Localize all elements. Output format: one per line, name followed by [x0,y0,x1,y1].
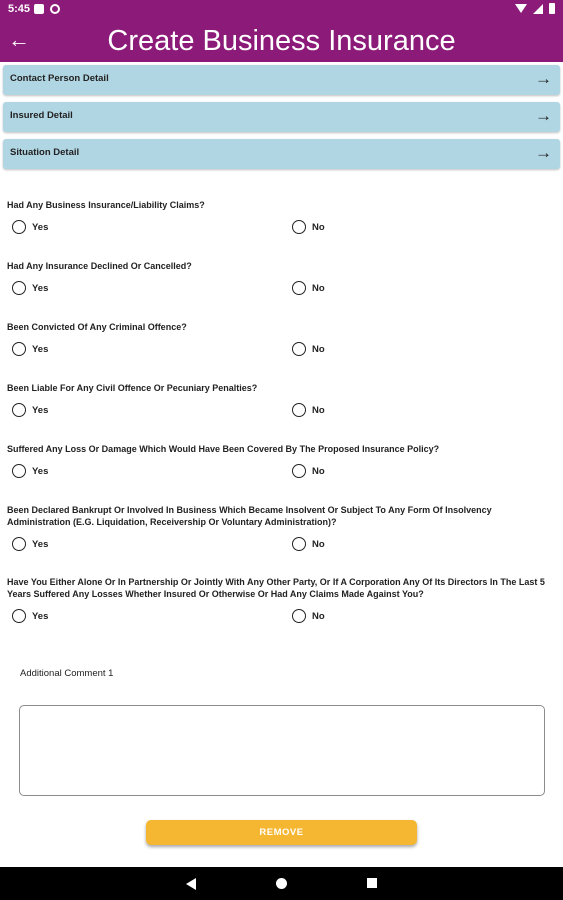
radio-no[interactable] [292,537,325,551]
wifi-icon [515,4,527,13]
radio-label: No [312,282,325,294]
question-text: Been Declared Bankrupt Or Involved In Business Which Became Insolvent Or Subject To Any Form Of Insolvency Administration (E.G. Liquidation, Receivership Or Voluntary Administration)? [7,505,492,527]
radio-yes[interactable] [12,220,48,234]
radio-group [12,220,557,236]
battery-icon [549,3,555,14]
radio-yes[interactable] [12,464,48,478]
radio-no[interactable] [292,220,325,234]
question-criminal-offence [7,321,557,333]
radio-label: No [312,343,325,355]
section-insured-detail[interactable] [3,102,560,132]
arrow-right-icon: → [535,106,552,125]
radio-circle-icon [12,609,26,623]
section-label: Contact Person Detail [10,73,109,84]
arrow-right-icon: → [535,69,552,88]
radio-circle-icon [12,342,26,356]
question-text: Been Convicted Of Any Criminal Offence? [7,322,187,332]
radio-label: Yes [32,610,49,622]
app-bar [0,20,563,62]
radio-yes[interactable] [12,537,48,551]
sync-icon [50,4,60,14]
radio-yes[interactable] [12,609,48,623]
nav-recents-icon[interactable] [367,878,377,888]
section-contact-person-detail[interactable] [3,65,560,95]
radio-circle-icon [292,342,306,356]
question-bankrupt [7,504,557,528]
section-label: Situation Detail [10,147,80,158]
comment-textarea[interactable] [19,705,545,796]
nav-back-icon[interactable] [186,878,196,890]
page-title: Create Business Insurance [107,25,456,57]
radio-circle-icon [12,537,26,551]
question-text: Suffered Any Loss Or Damage Which Would Have Been Covered By The Proposed Insurance Policy? [7,444,440,454]
radio-label: No [312,538,325,550]
radio-label: No [312,610,325,622]
section-label: Insured Detail [10,110,73,121]
radio-group [12,464,557,480]
radio-yes[interactable] [12,342,48,356]
radio-circle-icon [292,537,306,551]
radio-label: Yes [32,343,49,355]
radio-label: Yes [32,221,49,233]
radio-group [12,609,557,625]
status-time: 5:45 [8,3,31,15]
radio-no[interactable] [292,609,325,623]
nav-home-icon[interactable] [276,878,287,889]
question-text: Had Any Insurance Declined Or Cancelled? [7,261,192,271]
signal-icon [533,4,543,14]
question-text: Had Any Business Insurance/Liability Claims? [7,200,205,210]
radio-label: No [312,221,325,233]
radio-circle-icon [12,464,26,478]
question-business-claims [7,199,557,211]
radio-group [12,342,557,358]
comment-label: Additional Comment 1 [20,668,114,679]
notification-icon [34,4,44,14]
radio-circle-icon [12,220,26,234]
radio-group [12,403,557,419]
remove-button[interactable]: REMOVE [146,820,417,845]
radio-circle-icon [12,403,26,417]
arrow-right-icon: → [535,143,552,162]
radio-circle-icon [292,403,306,417]
radio-label: No [312,465,325,477]
question-text: Have You Either Alone Or In Partnership Or Jointly With Any Other Party, Or If A Corporation Any Of Its Directors In The Last 5 Years Suffered Any Losses Whether Insured Or Otherwise Or Had Any Claims Made Against You? [7,577,545,599]
radio-no[interactable] [292,342,325,356]
radio-circle-icon [292,464,306,478]
radio-group [12,537,557,553]
radio-no[interactable] [292,464,325,478]
radio-no[interactable] [292,281,325,295]
radio-yes[interactable] [12,403,48,417]
radio-label: Yes [32,404,49,416]
status-bar [0,0,563,20]
radio-circle-icon [292,220,306,234]
radio-circle-icon [292,281,306,295]
question-loss-damage [7,443,557,455]
system-nav-bar [0,867,563,900]
section-situation-detail[interactable] [3,139,560,169]
radio-circle-icon [292,609,306,623]
radio-no[interactable] [292,403,325,417]
radio-yes[interactable] [12,281,48,295]
question-civil-offence [7,382,557,394]
radio-label: No [312,404,325,416]
question-partnership-losses [7,576,557,600]
status-icons [515,3,555,14]
question-insurance-declined [7,260,557,272]
radio-circle-icon [12,281,26,295]
radio-label: Yes [32,538,49,550]
back-arrow-icon[interactable]: ← [8,27,30,52]
radio-group [12,281,557,297]
question-text: Been Liable For Any Civil Offence Or Pecuniary Penalties? [7,383,258,393]
radio-label: Yes [32,465,49,477]
radio-label: Yes [32,282,49,294]
